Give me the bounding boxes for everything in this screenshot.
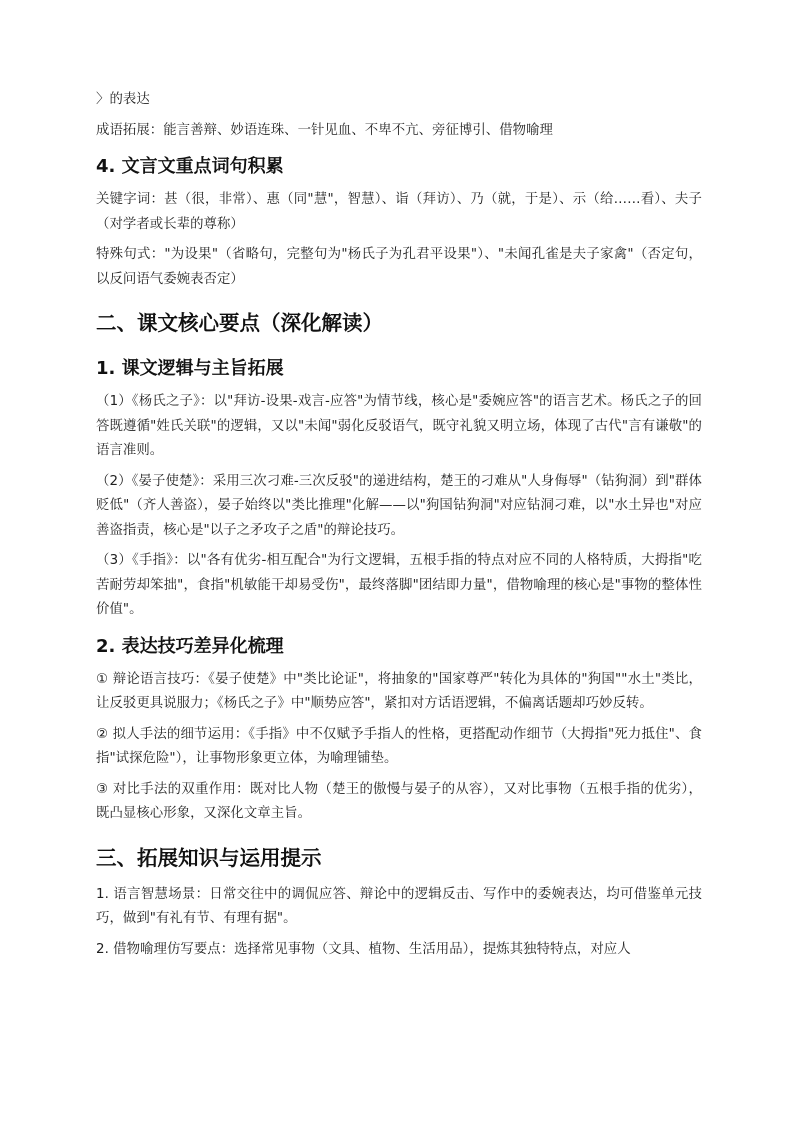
extension-language-wisdom: 1. 语言智慧场景：日常交往中的调侃应答、辩论中的逻辑反击、写作中的委婉表达，均可借鉴单元技巧，做到"有礼有节、有理有据"。 xyxy=(96,886,702,926)
idiom-extension: 成语拓展：能言善辩、妙语连珠、一针见血、不卑不亢、旁征博引、借物喻理 xyxy=(96,122,553,138)
key-words-paragraph: 关键字词：甚（很，非常）、惠（同"慧"，智慧）、诣（拜访）、乃（就，于是）、示（给……看）、夫子（对学者或长辈的尊称） xyxy=(96,192,702,232)
technique-personification: ② 拟人手法的细节运用：《手指》中不仅赋予手指人的性格，更搭配动作细节（大拇指"死力抵住"、食指"试探危险"），让事物形象更立体，为喻理铺垫。 xyxy=(96,726,702,766)
special-sentences-paragraph: 特殊句式："为设果"（省略句，完整句为"杨氏子为孔君平设果"）、"未闻孔雀是夫子家禽"（否定句，以反问语气委婉表否定） xyxy=(96,247,702,287)
document-page xyxy=(96,88,702,962)
paragraph-shouzhi: （3）《手指》：以"各有优劣-相互配合"为行文逻辑，五根手指的特点对应不同的人格特质，大拇指"吃苦耐劳却笨拙"，食指"机敏能干却易受伤"，最终落脚"团结即力量"，借物喻理的核心是"事物的整体性价值"。 xyxy=(96,553,702,617)
paragraph-yangshi: （1）《杨氏之子》：以"拜访-设果-戏言-应答"为情节线，核心是"委婉应答"的语言艺术。杨氏之子的回答既遵循"姓氏关联"的逻辑，又以"未闻"弱化反驳语气，既守礼貌又明立场，体现了古代"言有谦敬"的语言准则。 xyxy=(96,394,702,458)
paragraph-yanzi: （2）《晏子使楚》：采用三次刁难-三次反驳"的递进结构，楚王的刁难从"人身侮辱"（钻狗洞）到"群体贬低"（齐人善盗），晏子始终以"类比推理"化解——以"狗国钻狗洞"对应钻洞刁难，以"水土异也"对应善盗指责，核心是"以子之矛攻子之盾"的辩论技巧。 xyxy=(96,473,702,538)
extension-imitation-writing: 2. 借物喻理仿写要点：选择常见事物（文具、植物、生活用品），提炼其独特特点，对应人 xyxy=(96,941,631,957)
continued-text: 〉的表达 xyxy=(96,92,150,107)
heading-logic-theme: 1. 课文逻辑与主旨拓展 xyxy=(96,358,284,379)
technique-contrast: ③ 对比手法的双重作用：既对比人物（楚王的傲慢与晏子的从容），又对比事物（五根手指的优劣），既凸显核心形象，又深化文章主旨。 xyxy=(96,781,702,821)
section-three-heading: 三、拓展知识与运用提示 xyxy=(96,845,322,870)
heading-expression-techniques: 2. 表达技巧差异化梳理 xyxy=(96,635,284,657)
heading-classical-words: 4. 文言文重点词句积累 xyxy=(96,156,284,177)
technique-debate: ① 辩论语言技巧：《晏子使楚》中"类比论证"，将抽象的"国家尊严"转化为具体的"狗国""水土"类比，让反驳更具说服力；《杨氏之子》中"顺势应答"，紧扣对方话语逻辑，不偏离话题却巧妙反转。 xyxy=(96,671,702,711)
section-two-heading: 二、课文核心要点（深化解读） xyxy=(96,311,383,335)
